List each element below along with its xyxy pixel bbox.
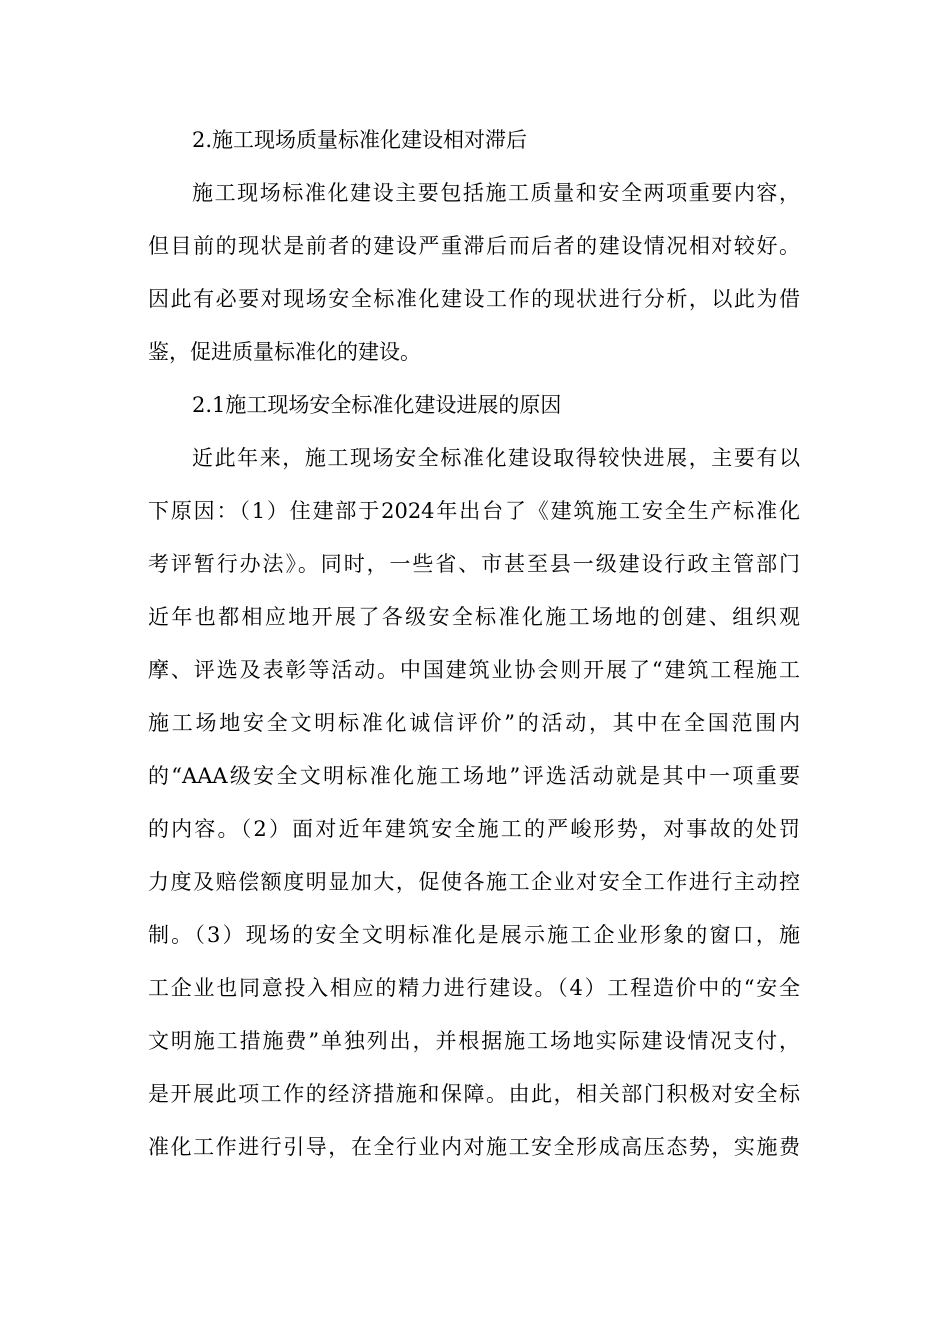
paragraph-line: 近此年来，施工现场安全标准化建设取得较快进展，主要有以 — [192, 446, 800, 470]
paragraph-line: 摩、评选及表彰等活动。中国建筑业协会则开展了“建筑工程施工 — [148, 658, 800, 682]
subsection-heading: 2.1施工现场安全标准化建设进展的原因 — [192, 393, 562, 417]
paragraph-line: 考评暂行办法》。同时，一些省、市甚至县一级建设行政主管部门 — [148, 552, 800, 576]
paragraph-line: 施工现场标准化建设主要包括施工质量和安全两项重要内容， — [192, 181, 800, 205]
paragraph-line: 力度及赔偿额度明显加大，促使各施工企业对安全工作进行主动控 — [148, 870, 800, 894]
paragraph-line: 施工场地安全文明标准化诚信评价”的活动，其中在全国范围内 — [148, 711, 800, 735]
paragraph-line: 因此有必要对现场安全标准化建设工作的现状进行分析，以此为借 — [148, 287, 800, 311]
paragraph-line: 制。（3）现场的安全文明标准化是展示施工企业形象的窗口，施 — [148, 923, 800, 947]
paragraph-line: 文明施工措施费”单独列出，并根据施工场地实际建设情况支付， — [148, 1029, 800, 1053]
document-page — [148, 114, 800, 1174]
paragraph-line: 近年也都相应地开展了各级安全标准化施工场地的创建、组织观 — [148, 605, 800, 629]
paragraph-line: 是开展此项工作的经济措施和保障。由此，相关部门积极对安全标 — [148, 1082, 800, 1106]
paragraph-line: 但目前的现状是前者的建设严重滞后而后者的建设情况相对较好。 — [148, 234, 800, 258]
section-heading: 2.施工现场质量标准化建设相对滞后 — [192, 128, 528, 152]
paragraph-line: 下原因：（1）住建部于2024年出台了《建筑施工安全生产标准化 — [148, 499, 800, 523]
paragraph-line: 的内容。（2）面对近年建筑安全施工的严峻形势，对事故的处罚 — [148, 817, 800, 841]
paragraph-line: 鉴，促进质量标准化的建设。 — [148, 340, 421, 364]
paragraph-line: 工企业也同意投入相应的精力进行建设。（4）工程造价中的“安全 — [148, 976, 800, 1000]
paragraph-line: 的“AAA级安全文明标准化施工场地”评选活动就是其中一项重要 — [148, 764, 800, 788]
paragraph-line: 准化工作进行引导，在全行业内对施工安全形成高压态势，实施费 — [148, 1135, 800, 1159]
